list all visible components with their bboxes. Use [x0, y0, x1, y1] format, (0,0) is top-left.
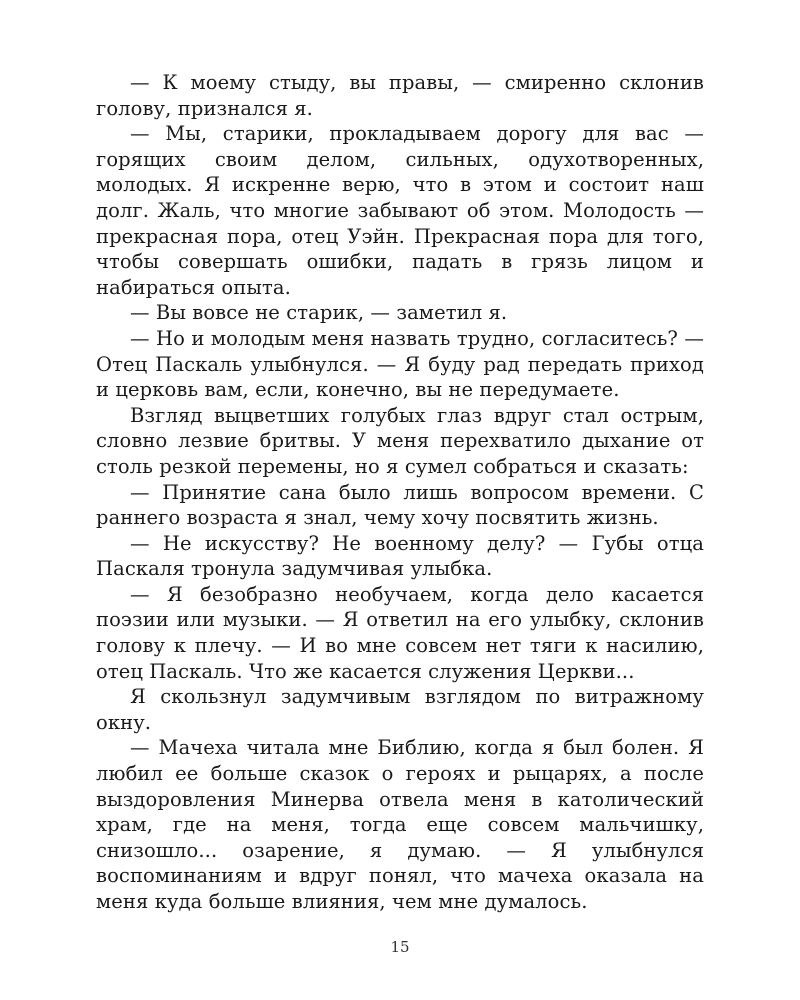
paragraph-10: — Мачеха читала мне Библию, когда я был болен. Я любил ее больше сказок о героях и рыцарях, а после выздоровления Минерва отвела меня в католический храм, где на меня, тогда еще совсем мальчишку, снизошло... озарение, я думаю. — Я улыбнулся воспоминаниям и вдруг понял, что мачеха оказала на меня куда больше влияния, чем мне думалось. — [96, 736, 704, 913]
paragraph-8: — Я безобразно необучаем, когда дело касается поэзии или музыки. — Я ответил на его улыбку, склонив голову к плечу. — И во мне совсем нет тяги к насилию, отец Паскаль. Что же касается служения Церкви... — [96, 582, 704, 683]
page-number: 15 — [390, 938, 410, 956]
paragraph-6: — Принятие сана было лишь вопросом времени. С раннего возраста я знал, чему хочу посвятить жизнь. — [96, 480, 704, 530]
paragraph-2: — Мы, старики, прокладываем дорогу для вас — горящих своим делом, сильных, одухотворенных, молодых. Я искренне верю, что в этом и состоит наш долг. Жаль, что многие забывают об этом. Молодость — прекрасная пора, отец Уэйн. Прекрасная пора для того, чтобы совершать ошибки, падать в грязь лицом и набираться опыта. — [96, 122, 704, 299]
paragraph-7: — Не искусству? Не военному делу? — Губы отца Паскаля тронула задумчивая улыбка. — [96, 531, 704, 581]
body-text — [96, 70, 704, 915]
paragraph-5: Взгляд выцветших голубых глаз вдруг стал острым, словно лезвие бритвы. У меня перехватило дыхание от столь резкой перемены, но я сумел собраться и сказать: — [96, 403, 704, 478]
paragraph-9: Я скользнул задумчивым взглядом по витражному окну. — [96, 685, 704, 734]
paragraph-1: — К моему стыду, вы правы, — смиренно склонив голову, признался я. — [96, 71, 704, 120]
paragraph-4: — Но и молодым меня назвать трудно, согласитесь? — Отец Паскаль улыбнулся. — Я буду рад передать приход и церковь вам, если, конечно, вы не передумаете. — [96, 326, 704, 402]
paragraph-3: — Вы вовсе не старик, — заметил я. — [130, 301, 508, 325]
